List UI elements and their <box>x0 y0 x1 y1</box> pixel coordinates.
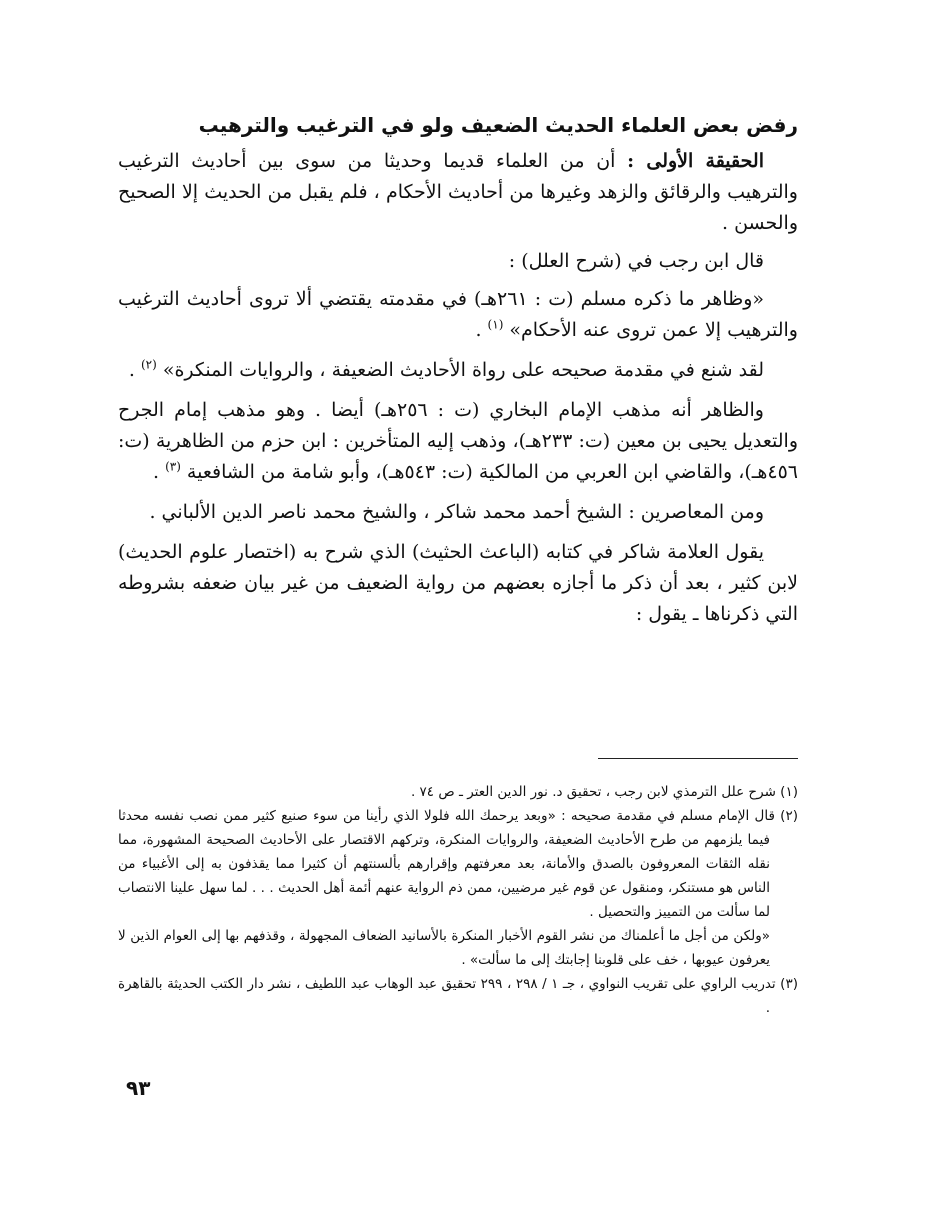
paragraph-shakir: يقول العلامة شاكر في كتابه (الباعث الحثيث) الذي شرح به (اختصار علوم الحديث) لابن كثير ، بعد أن ذكر ما أجازه بعضهم من رواية الضعيف من غير بيان ضعفه بشروطه التي ذكرناها ـ يقول : <box>118 541 798 625</box>
footnote-2-continuation: «ولكن من أجل ما أعلمناك من نشر القوم الأخبار المنكرة بالأسانيد الضعاف المجهولة ، وقذفهم بها إلى العوام الذين لا يعرفون عيوبها ، خف على قلوبنا إجابتك إلى ما سألت» . <box>118 928 770 968</box>
scholars-end: . <box>152 461 166 483</box>
paragraph-quote-muqaddima <box>118 355 798 386</box>
footnote-2-text: (٢) قال الإمام مسلم في مقدمة صحيحه : «وبعد يرحمك الله فلولا الذي رأينا من سوء صنيع كثير ممن نصب نفسه محدثا فيما يلزمهم من طرح الأحاديث الضعيفة، والروايات المنكرة، وتركهم الاقتصار على الأحاديث الصحيحة المشهورة، مما نقله الثقات المعروفون بالصدق والأمانة، بعد معرفتهم وإقرارهم بألسنتهم أن كثيرا مما يقذفون به إلى الأغبياء من الناس هو مستنكر، ومنقول عن قوم غير مرضيين، ممن ذم الرواية عنهم أئمة أهل الحديث . . . لما سهل علينا الانتصاب لما سألت من التمييز والتحصيل . <box>118 808 798 920</box>
footnote-ref-2[interactable]: (٢) <box>140 357 157 372</box>
footnote-ref-3[interactable]: (٣) <box>165 459 181 474</box>
paragraph-contemporaries: ومن المعاصرين : الشيخ أحمد محمد شاكر ، والشيخ محمد ناصر الدين الألباني . <box>149 501 764 523</box>
section-heading: رفض بعض العلماء الحديث الضعيف ولو في الترغيب والترهيب <box>198 113 798 137</box>
scholars-text: والظاهر أنه مذهب الإمام البخاري (ت : ٢٥٦هـ) أيضا . وهو مذهب إمام الجرح والتعديل يحيى بن معين (ت: ٢٣٣هـ)، وذهب إليه المتأخرين : ابن حزم من الظاهرية (ت: ٤٥٦هـ)، والقاضي ابن العربي من المالكية (ت: ٥٤٣هـ)، وأبو شامة من الشافعية <box>118 399 799 483</box>
footnote-divider <box>598 758 798 759</box>
footnote-2 <box>118 804 798 972</box>
quote-end: . <box>475 319 488 341</box>
footnote-3: (٣) تدريب الراوي على تقريب النواوي ، جـ ١ / ٢٩٨ ، ٢٩٩ تحقيق عبد الوهاب عبد اللطيف ، نشر دار الكتب الحديثة بالقاهرة . <box>118 976 798 1016</box>
paragraph-scholars <box>118 395 798 488</box>
quote-text: لقد شنع في مقدمة صحيحه على رواة الأحاديث الضعيفة ، والروايات المنكرة» <box>156 359 764 381</box>
quote-text: «وظاهر ما ذكره مسلم (ت : ٢٦١هـ) في مقدمته يقتضي ألا تروى أحاديث الترغيب والترهيب إلا عمن تروى عنه الأحكام» <box>118 288 798 341</box>
fact-lead: الحقيقة الأولى : <box>627 150 764 172</box>
fact-text: أن من العلماء قديما وحديثا من سوى بين أحاديث الترغيب والترهيب والرقائق والزهد وغيرها من أحاديث الأحكام ، فلم يقبل من الحديث إلا الصحيح والحسن . <box>118 150 798 234</box>
main-text <box>118 108 798 639</box>
paragraph-ibn-rajab: قال ابن رجب في (شرح العلل) : <box>508 250 764 272</box>
paragraph-quote-muslim <box>118 284 798 346</box>
page-number: ٩٣ <box>126 1076 151 1100</box>
footnote-ref-1[interactable]: (١) <box>487 317 504 332</box>
footnote-1: (١) شرح علل الترمذي لابن رجب ، تحقيق د. نور الدين العتر ـ ص ٧٤ . <box>410 784 798 800</box>
quote-end: . <box>128 359 141 381</box>
footnotes <box>118 780 798 1020</box>
paragraph-first-fact <box>118 146 798 239</box>
